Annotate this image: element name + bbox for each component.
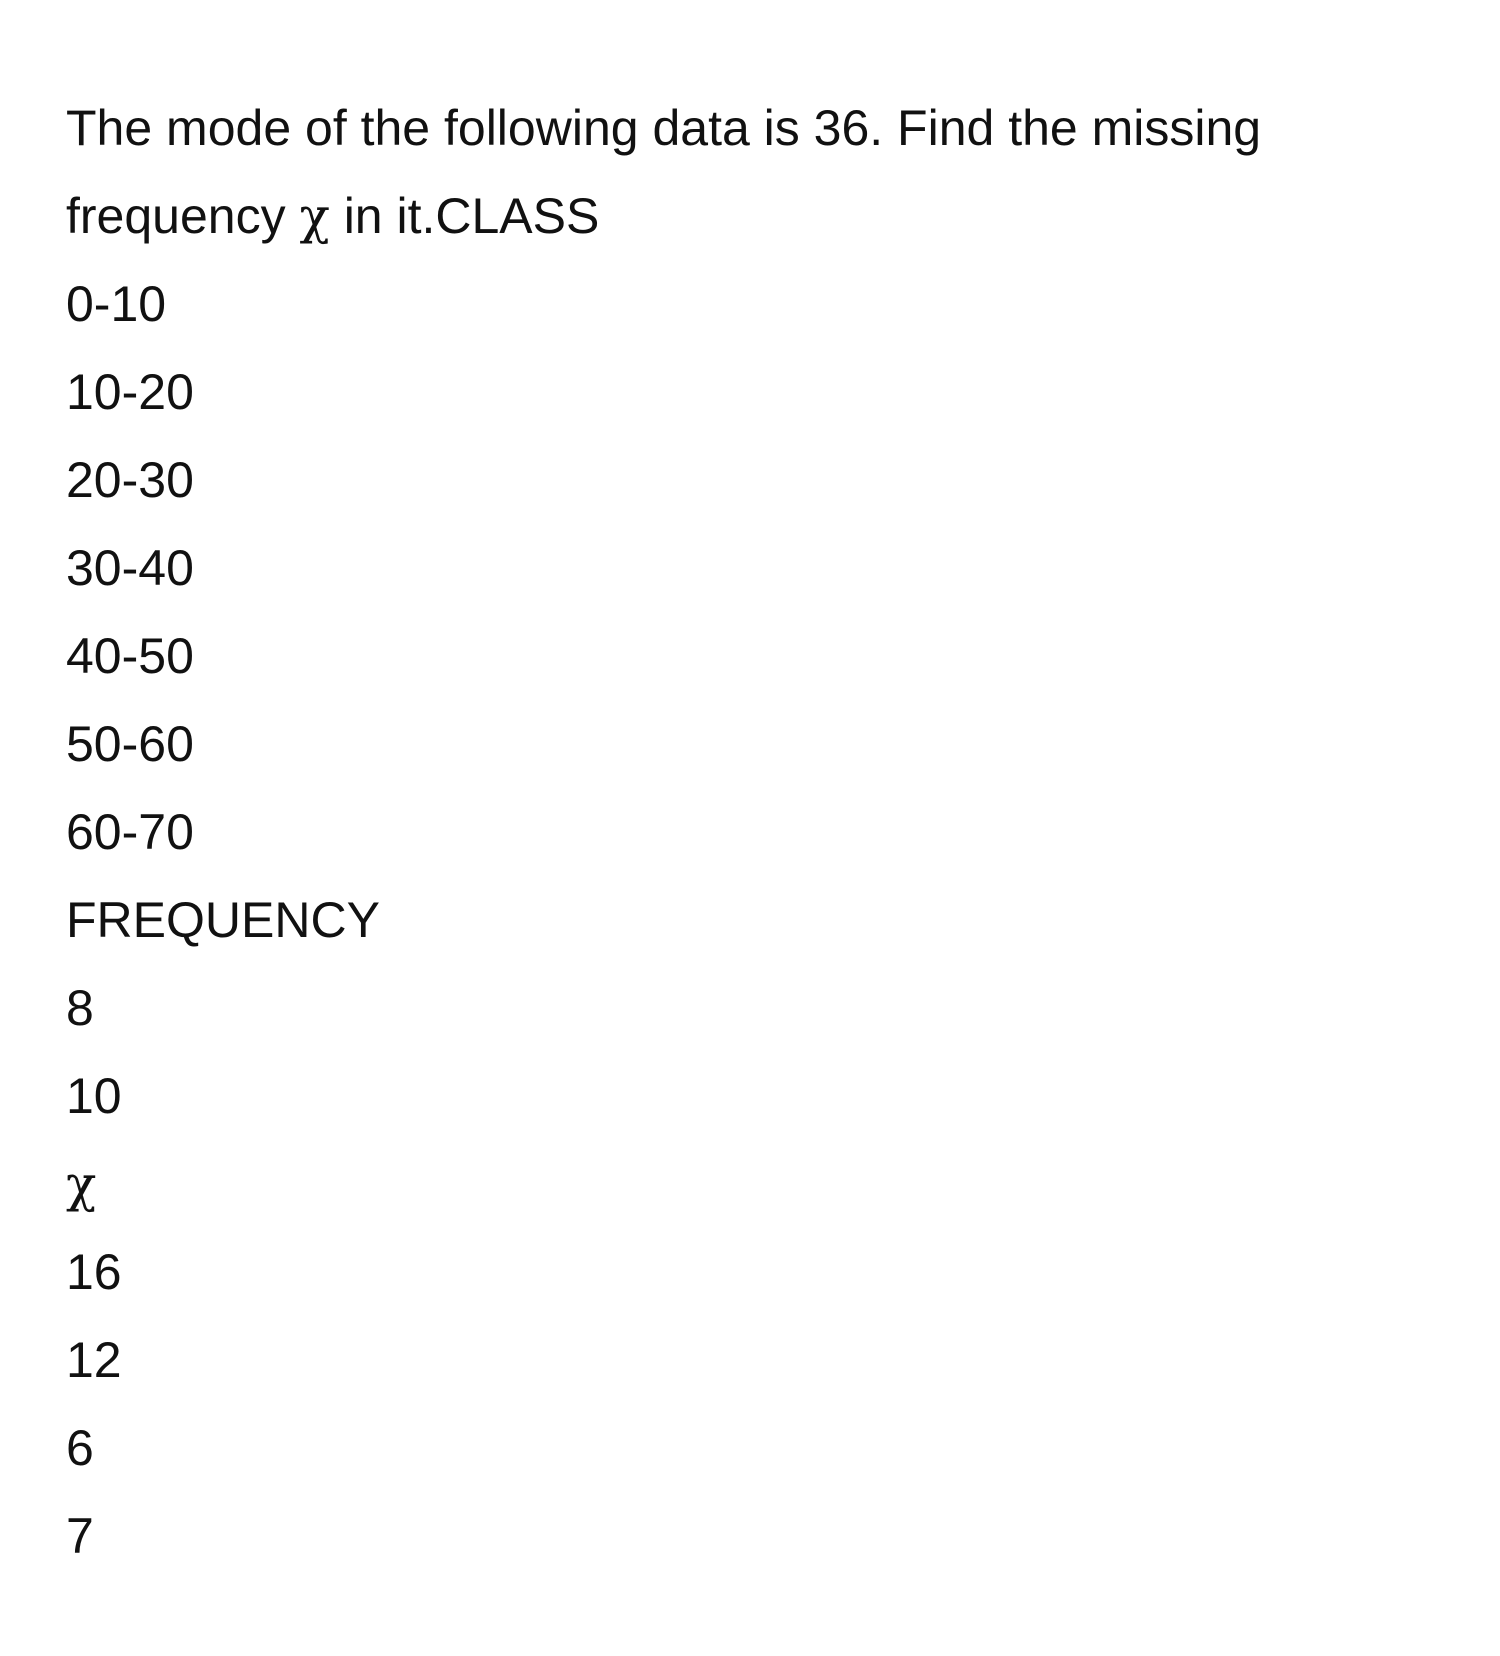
- class-value: 20-30: [66, 452, 194, 508]
- class-value: 50-60: [66, 716, 194, 772]
- frequency-value: 16: [66, 1244, 122, 1300]
- question-part-2: in it.CLASS: [329, 188, 600, 244]
- question-part-1: The mode of the following data is 36. Find the missing frequency: [66, 100, 1262, 244]
- frequency-value: 8: [66, 980, 94, 1036]
- chi-symbol: χ: [299, 187, 330, 245]
- frequency-value: 12: [66, 1332, 122, 1388]
- frequency-value: χ: [66, 1155, 97, 1213]
- class-value: 10-20: [66, 364, 194, 420]
- class-value: 30-40: [66, 540, 194, 596]
- frequency-value: 7: [66, 1508, 94, 1564]
- question-text: [66, 84, 1446, 260]
- class-value: 60-70: [66, 804, 194, 860]
- class-value: 0-10: [66, 276, 167, 332]
- frequency-header: FREQUENCY: [66, 892, 380, 948]
- frequency-value: 10: [66, 1068, 122, 1124]
- class-value: 40-50: [66, 628, 194, 684]
- frequency-value: 6: [66, 1420, 94, 1476]
- document: [66, 84, 1446, 1580]
